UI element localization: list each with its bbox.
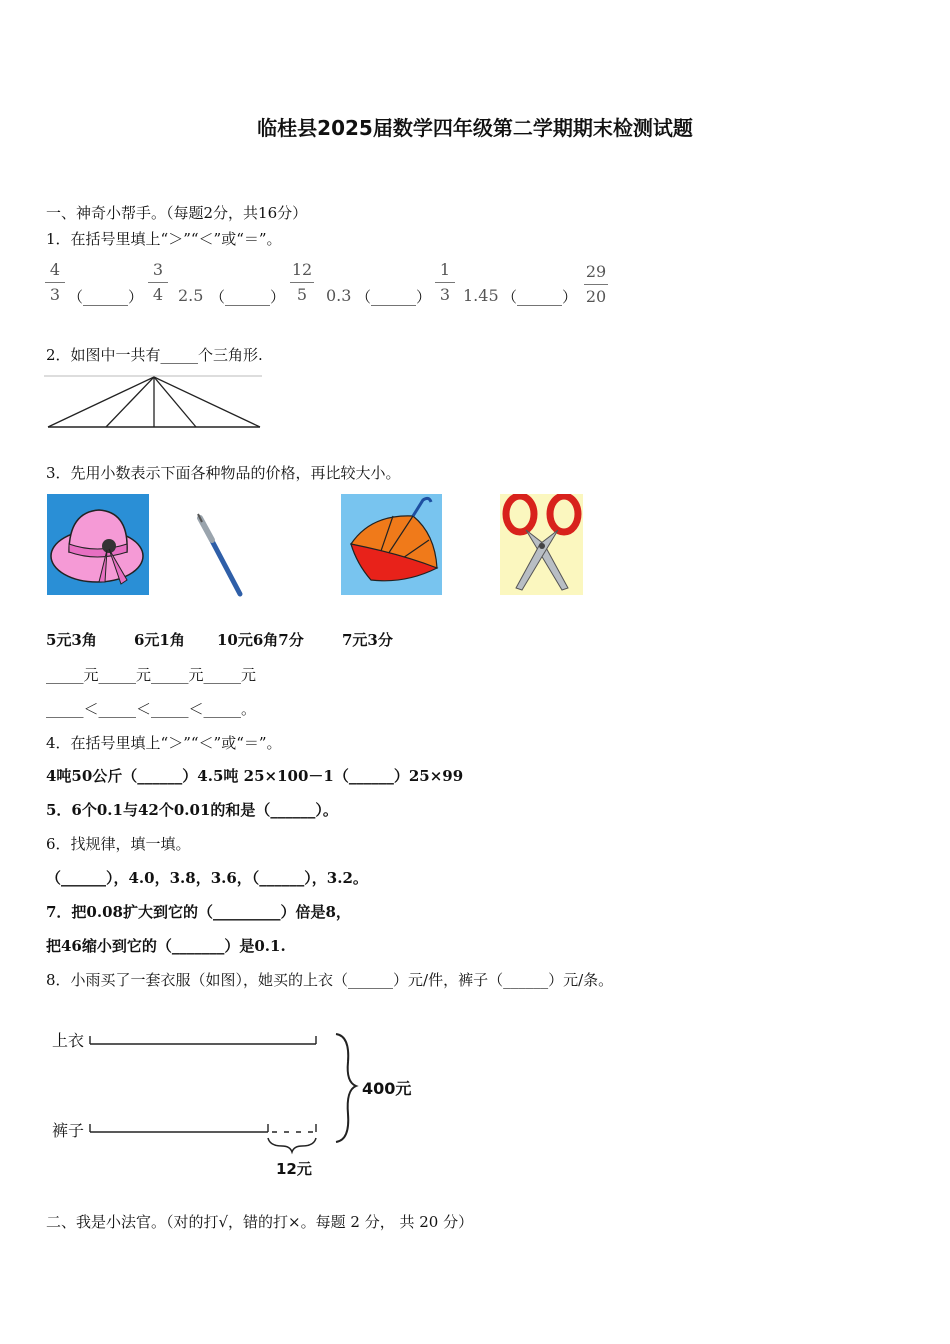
q1-value-1-45: 1.45: [463, 286, 499, 305]
fraction-1-3: 1 3: [435, 260, 455, 305]
fraction-4-3: 4 3: [45, 260, 65, 305]
q4-text: 4．在括号里填上“＞”“＜”或“＝”。: [46, 734, 282, 752]
q1-value-0-3: 0.3: [326, 286, 352, 305]
q7-line[interactable]: 把46缩小到它的（_______）是0.1.: [46, 937, 286, 955]
side-line-4: [154, 377, 196, 427]
q3-text: 3．先用小数表示下面各种物品的价格，再比较大小。: [46, 464, 401, 482]
price-scissors: 7元3分: [342, 631, 393, 649]
price-umbrella: 10元6角7分: [217, 631, 304, 649]
q3-compare-line[interactable]: _____＜_____＜_____＜_____。: [46, 700, 257, 718]
bottom-brace: [268, 1138, 316, 1152]
q1-blank-4[interactable]: （______）: [502, 288, 578, 306]
price-pen: 6元1角: [134, 631, 185, 649]
q1-blank-3[interactable]: （______）: [356, 288, 432, 306]
q1-blank-1[interactable]: （______）: [68, 288, 144, 306]
side-line-2: [106, 377, 154, 427]
q7-text[interactable]: 7．把0.08扩大到它的（_________）倍是8，: [46, 903, 351, 921]
scissors-picture: [500, 494, 583, 595]
q5-text[interactable]: 5．6个0.1与42个0.01的和是（______）。: [46, 801, 338, 819]
price-hat: 5元3角: [46, 631, 97, 649]
side-line-1: [48, 377, 154, 427]
q1-text: 1．在括号里填上“＞”“＜”或“＝”。: [46, 230, 282, 248]
label-bottom: 裤子: [52, 1121, 85, 1140]
q6-text: 6．找规律，填一填。: [46, 835, 191, 853]
umbrella-picture: [341, 494, 442, 595]
right-brace: [336, 1034, 356, 1142]
page-title: 临桂县2025届数学四年级第二学期期末检测试题: [257, 116, 693, 140]
section1-heading: 一、神奇小帮手。（每题2分，共16分）: [46, 204, 308, 222]
side-line-5: [154, 377, 260, 427]
q2-text: 2．如图中一共有_____个三角形.: [46, 346, 263, 364]
q6-line[interactable]: （______），4.0，3.8，3.6，（______），3.2。: [46, 869, 368, 887]
clothes-line-diagram: [86, 1028, 366, 1168]
fraction-12-5: 12 5: [291, 260, 313, 304]
fraction-29-20: 29 20: [585, 262, 607, 306]
label-top: 上衣: [52, 1031, 85, 1050]
q1-value-2-5: 2.5: [178, 286, 204, 305]
fraction-3-4: 3 4: [148, 260, 168, 305]
hat-picture: [47, 494, 149, 595]
section2-heading: 二、我是小法官。（对的打√，错的打×。每题 2 分， 共 20 分）: [46, 1213, 474, 1231]
q8-text[interactable]: 8．小雨买了一套衣服（如图），她买的上衣（______）元/件，裤子（______）元/条。: [46, 971, 614, 989]
q1-blank-2[interactable]: （______）: [210, 288, 286, 306]
total-label: 400元: [362, 1079, 412, 1098]
triangle-figure: [44, 372, 266, 432]
q4-line[interactable]: 4吨50公斤（______）4.5吨 25×100－1（______）25×99: [46, 767, 464, 785]
q3-fill-line[interactable]: _____元_____元_____元_____元: [46, 666, 257, 684]
diff-label: 12元: [276, 1160, 312, 1178]
pen-picture: [190, 512, 246, 598]
